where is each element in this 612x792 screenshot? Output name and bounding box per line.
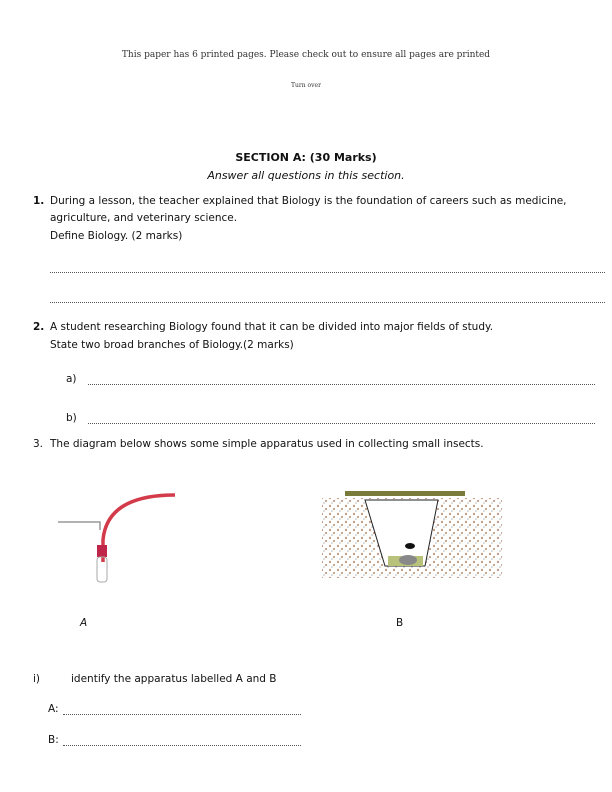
answer-b-label: B:	[48, 734, 59, 746]
q2-text: A student researching Biology found that it can be divided into major fields of study.	[50, 321, 494, 333]
q1-text: Define Biology. (2 marks)	[50, 230, 183, 242]
section-title: SECTION A: (30 Marks)	[235, 151, 377, 164]
q2-part-a: a)	[66, 373, 77, 385]
figure-label-a: A	[80, 617, 88, 629]
answer-a-label: A:	[48, 703, 59, 715]
answer-line[interactable]	[88, 423, 595, 424]
q1-text: During a lesson, the teacher explained that Biology is the foundation of careers such as medicine,	[50, 195, 567, 207]
page-notice: This paper has 6 printed pages. Please check out to ensure all pages are printed	[121, 50, 491, 60]
section-instruction: Answer all questions in this section.	[207, 169, 405, 182]
turn-over: Turn over	[291, 82, 321, 89]
q2-part-b: b)	[66, 412, 77, 424]
q2-number: 2.	[33, 321, 45, 333]
q3-text: The diagram below shows some simple apparatus used in collecting small insects.	[50, 438, 484, 450]
answer-line[interactable]	[50, 302, 605, 303]
answer-line[interactable]	[63, 714, 301, 715]
answer-line[interactable]	[88, 384, 595, 385]
q3-number: 3.	[33, 438, 44, 450]
pitfall-trap-image	[320, 488, 505, 583]
q3-sub-text: identify the apparatus labelled A and B	[71, 673, 277, 685]
q3-sub-number: i)	[33, 673, 41, 685]
q2-text: State two broad branches of Biology.(2 marks)	[50, 339, 294, 351]
figure-label-b: B	[396, 617, 404, 629]
pooter-image	[55, 490, 185, 595]
q1-number: 1.	[33, 195, 45, 207]
answer-line[interactable]	[50, 272, 605, 273]
q1-text: agriculture, and veterinary science.	[50, 212, 238, 224]
answer-line[interactable]	[63, 745, 301, 746]
